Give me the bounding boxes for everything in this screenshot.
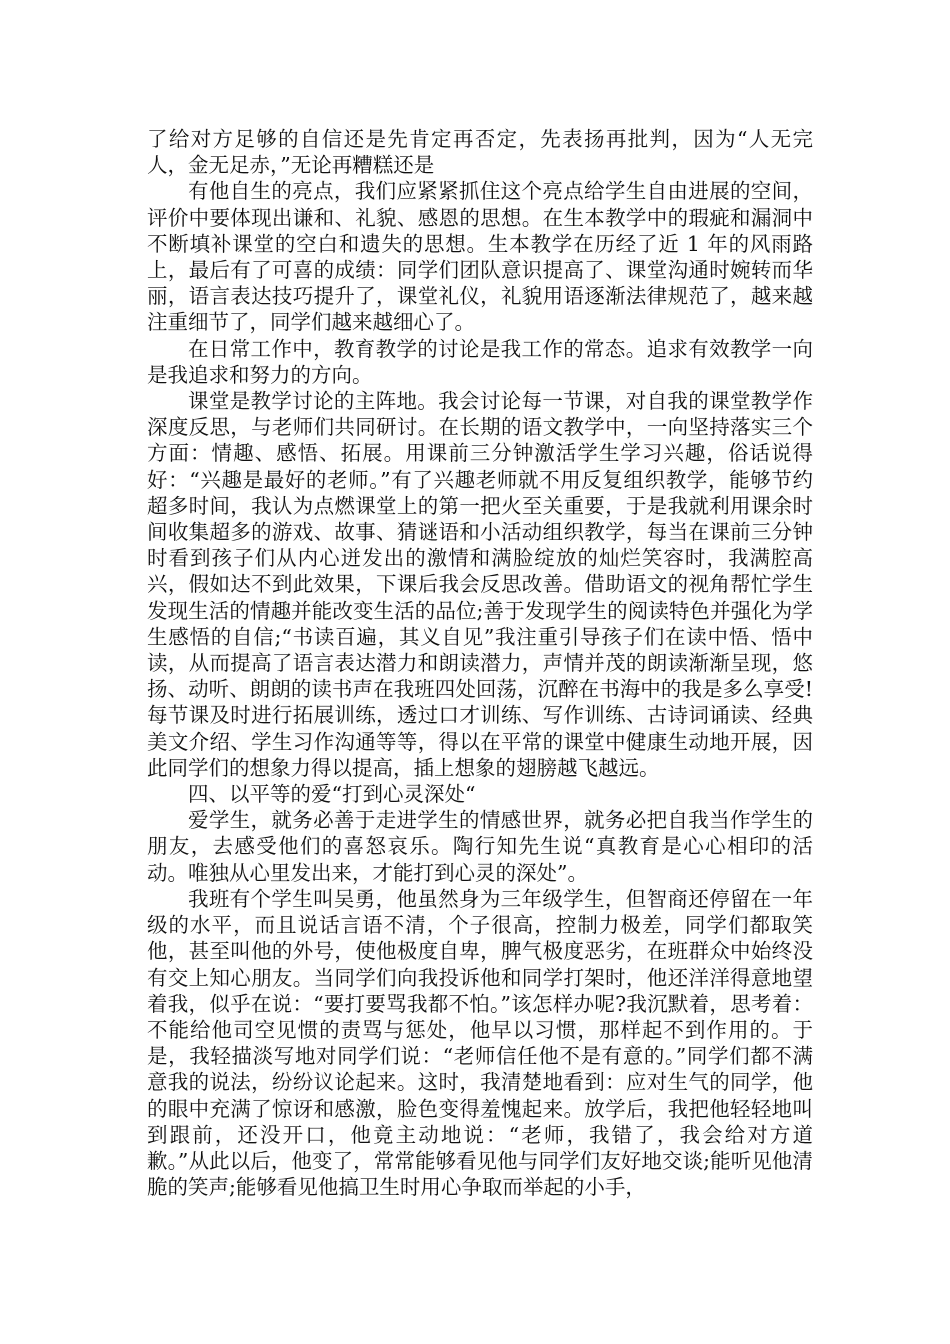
paragraph: 课堂是教学讨论的主阵地。我会讨论每一节课，对自我的课堂教学作深度反思，与老师们共同研讨。在长期的语文教学中，一向坚持落实三个方面：情趣、感悟、拓展。用课前三分钟激活学生学习兴趣，俗话说得好：“兴趣是最好的老师。”有了兴趣老师就不用反复组织教学，能够节约超多时间，我认为点燃课堂上的第一把火至关重要，于是我就利用课余时间收集超多的游戏、故事、猜谜语和小活动组织教学，每当在课前三分钟时看到孩子们从内心迸发出的激情和满脸绽放的灿烂笑容时，我满腔高兴，假如达不到此效果，下课后我会反思改善。借助语文的视角帮忙学生发现生活的情趣并能改变生活的品位;善于发现学生的阅读特色并强化为学生感悟的自信;“书读百遍，其义自见”我注重引导孩子们在读中悟、悟中读，从而提高了语言表达潜力和朗读潜力，声情并茂的朗读渐渐呈现，悠扬、动听、朗朗的读书声在我班四处回荡，沉醉在书海中的我是多么享受!每节课及时进行拓展训练，透过口才训练、写作训练、古诗词诵读、经典美文介绍、学生习作沟通等等，得以在平常的课堂中健康生动地开展，因此同学们的想象力得以提高，插上想象的翅膀越飞越远。 bbox=[147, 389, 813, 780]
paragraph: 我班有个学生叫吴勇，他虽然身为三年级学生，但智商还停留在一年级的水平，而且说话言语不清，个子很高，控制力极差，同学们都取笑他，甚至叫他的外号，使他极度自卑，脾气极度恶劣，在班群众中始终没有交上知心朋友。当同学们向我投诉他和同学打架时，他还洋洋得意地望着我，似乎在说：“要打要骂我都不怕。”该怎样办呢?我沉默着，思考着：不能给他司空见惯的责骂与惩处，他早以习惯，那样起不到作用的。于是，我轻描淡写地对同学们说：“老师信任他不是有意的。”同学们都不满意我的说法，纷纷议论起来。这时，我清楚地看到：应对生气的同学，他的眼中充满了惊讶和感激，脸色变得羞愧起来。放学后，我把他轻轻地叫到跟前，还没开口，他竟主动地说：“老师，我错了，我会给对方道歉。”从此以后，他变了，常常能够看见他与同学们友好地交谈;能听见他清脆的笑声;能够看见他搞卫生时用心争取而举起的小手， bbox=[147, 886, 813, 1200]
paragraph: 爱学生，就务必善于走进学生的情感世界，就务必把自我当作学生的朋友，去感受他们的喜怒哀乐。陶行知先生说“真教育是心心相印的活动。唯独从心里发出来，才能打到心灵的深处”。 bbox=[147, 808, 813, 885]
paragraph: 有他自生的亮点，我们应紧紧抓住这个亮点给学生自由进展的空间，评价中要体现出谦和、礼貌、感恩的思想。在生本教学中的瑕疵和漏洞中不断填补课堂的空白和遗失的思想。生本教学在历经了近 1 年的风雨路上，最后有了可喜的成绩：同学们团队意识提高了、课堂沟通时婉转而华丽，语言表达技巧提升了，课堂礼仪，礼貌用语逐渐法律规范了，越来越注重细节了，同学们越来越细心了。 bbox=[147, 179, 813, 335]
document-body bbox=[147, 126, 813, 1200]
section-heading: 四、以平等的爱“打到心灵深处“ bbox=[188, 782, 476, 807]
paragraph: 了给对方足够的自信还是先肯定再否定，先表扬再批判，因为“人无完人，金无足赤，”无论再糟糕还是 bbox=[147, 127, 813, 178]
paragraph: 在日常工作中，教育教学的讨论是我工作的常态。追求有效教学一向是我追求和努力的方向。 bbox=[147, 336, 813, 387]
